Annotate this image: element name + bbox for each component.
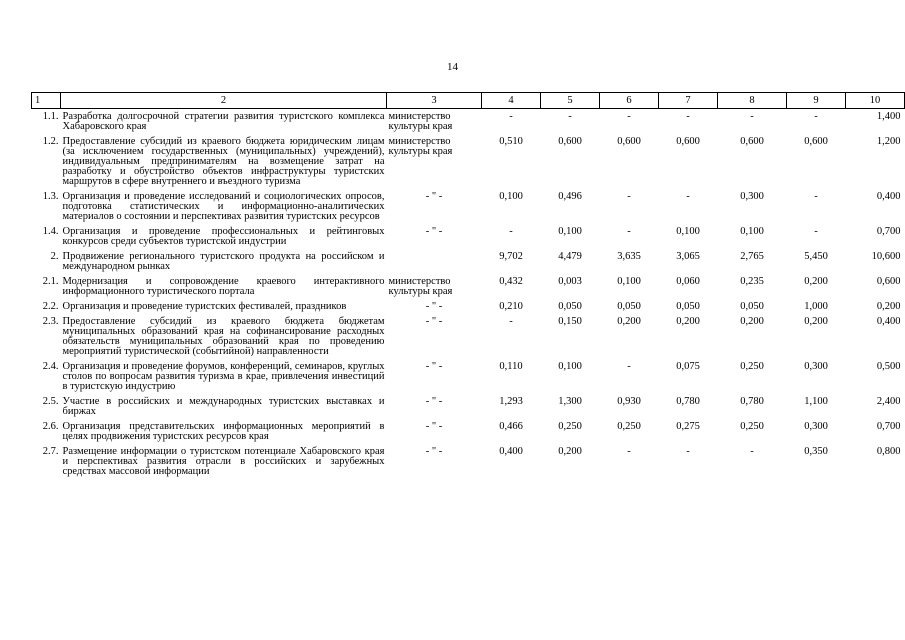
row-value-col-9: 5,450 xyxy=(804,251,828,262)
row-number: 1.3. xyxy=(42,191,59,202)
row-value-col-4: 0,432 xyxy=(499,276,523,287)
row-value-col-5: 0,150 xyxy=(558,316,582,327)
row-value-col-6: 0,050 xyxy=(617,301,641,312)
table-row xyxy=(32,189,905,224)
program-table xyxy=(31,92,905,479)
row-number: 2.2. xyxy=(42,301,59,312)
row-value-col-10: 0,800 xyxy=(876,446,901,457)
row-value-col-10: 1,400 xyxy=(876,111,901,122)
row-responsible: - " - xyxy=(425,316,443,327)
row-description: Участие в российских и международных туристских выставках и биржах xyxy=(62,396,385,417)
row-responsible: министерство культуры края xyxy=(388,111,453,132)
row-number: 1.1. xyxy=(42,111,59,122)
table-header xyxy=(32,93,905,109)
row-value-col-7: 0,780 xyxy=(676,396,700,407)
row-description: Предоставление субсидий из краевого бюджета юридическим лицам (за исключением государственных (муниципальных) учреждений), индивидуальным предпринимателям на возмещение затрат на разработку и обустройство объектов инфраструктуры туристских маршрутов в сфере внутреннего и въездного туризма xyxy=(62,136,385,187)
row-value-col-5: 0,003 xyxy=(558,276,582,287)
row-responsible: - " - xyxy=(425,421,443,432)
column-header-10: 10 xyxy=(846,93,905,109)
row-value-col-6: 0,600 xyxy=(617,136,641,147)
table-row xyxy=(32,314,905,359)
table-row xyxy=(32,299,905,314)
row-value-col-8: - xyxy=(750,111,754,122)
page-number: 14 xyxy=(447,61,458,73)
row-responsible: министерство культуры края xyxy=(388,276,453,297)
row-value-col-9: - xyxy=(814,111,818,122)
row-value-col-4: - xyxy=(509,226,513,237)
row-value-col-8: 2,765 xyxy=(740,251,764,262)
row-number: 2.5. xyxy=(42,396,59,407)
row-value-col-9: - xyxy=(814,226,818,237)
row-value-col-7: 0,600 xyxy=(676,136,700,147)
row-value-col-7: - xyxy=(686,111,690,122)
row-responsible: - " - xyxy=(425,446,443,457)
row-value-col-7: 3,065 xyxy=(676,251,700,262)
row-value-col-8: 0,100 xyxy=(740,226,764,237)
table-row xyxy=(32,249,905,274)
table-row xyxy=(32,444,905,479)
row-value-col-8: 0,235 xyxy=(740,276,764,287)
row-value-col-5: 0,250 xyxy=(558,421,582,432)
table-row xyxy=(32,394,905,419)
table-row xyxy=(32,274,905,299)
row-value-col-9: 1,000 xyxy=(804,301,828,312)
row-value-col-5: - xyxy=(568,111,572,122)
row-description: Организация и проведение туристских фестивалей, праздников xyxy=(62,301,347,312)
row-number: 2.7. xyxy=(42,446,59,457)
row-responsible: - " - xyxy=(425,396,443,407)
row-number: 2.6. xyxy=(42,421,59,432)
column-header-4: 4 xyxy=(482,93,541,109)
row-value-col-10: 0,200 xyxy=(876,301,901,312)
row-value-col-4: 0,466 xyxy=(499,421,523,432)
row-value-col-6: 0,200 xyxy=(617,316,641,327)
row-value-col-8: 0,780 xyxy=(740,396,764,407)
row-value-col-7: 0,050 xyxy=(676,301,700,312)
row-value-col-4: 0,510 xyxy=(499,136,523,147)
column-header-8: 8 xyxy=(718,93,787,109)
row-value-col-4: - xyxy=(509,111,513,122)
row-responsible: - " - xyxy=(425,226,443,237)
row-value-col-4: 9,702 xyxy=(499,251,523,262)
row-value-col-5: 4,479 xyxy=(558,251,582,262)
row-description: Предоставление субсидий из краевого бюджета бюджетам муниципальных образований края на софинансирование расходных обязательств муниципальных образований края по проведению мероприятий туристической (событийной) направленности xyxy=(62,316,385,357)
row-value-col-7: 0,275 xyxy=(676,421,700,432)
row-description: Организация и проведение форумов, конференций, семинаров, круглых столов по вопросам развития туризма в крае, привлечения инвестиций в туристскую индустрию xyxy=(62,361,385,392)
row-value-col-9: 0,600 xyxy=(804,136,828,147)
row-value-col-9: 1,100 xyxy=(804,396,828,407)
row-value-col-9: 0,300 xyxy=(804,421,828,432)
row-responsible xyxy=(387,249,482,274)
row-value-col-7: - xyxy=(686,446,690,457)
row-value-col-7: 0,200 xyxy=(676,316,700,327)
row-value-col-6: - xyxy=(627,226,631,237)
row-value-col-8: 0,050 xyxy=(740,301,764,312)
row-responsible: - " - xyxy=(425,301,443,312)
row-value-col-8: - xyxy=(750,446,754,457)
row-description: Модернизация и сопровождение краевого интерактивного информационного туристического портала xyxy=(62,276,385,297)
row-value-col-5: 0,050 xyxy=(558,301,582,312)
row-responsible: - " - xyxy=(425,191,443,202)
row-value-col-10: 0,400 xyxy=(876,191,901,202)
row-value-col-6: 3,635 xyxy=(617,251,641,262)
row-description: Продвижение регионального туристского продукта на российском и международном рынках xyxy=(62,251,385,272)
row-value-col-8: 0,300 xyxy=(740,191,764,202)
row-description: Организация представительских информационных мероприятий в целях продвижения туристских ресурсов края xyxy=(62,421,385,442)
row-value-col-5: 1,300 xyxy=(558,396,582,407)
row-number: 2.1. xyxy=(42,276,59,287)
row-number: 2.4. xyxy=(42,361,59,372)
row-value-col-5: 0,496 xyxy=(558,191,582,202)
row-value-col-4: 0,100 xyxy=(499,191,523,202)
column-header-6: 6 xyxy=(600,93,659,109)
row-value-col-7: 0,075 xyxy=(676,361,700,372)
row-value-col-10: 1,200 xyxy=(876,136,901,147)
table-row xyxy=(32,224,905,249)
row-value-col-8: 0,600 xyxy=(740,136,764,147)
table-row xyxy=(32,419,905,444)
row-value-col-7: 0,060 xyxy=(676,276,700,287)
table-body xyxy=(32,109,905,480)
row-value-col-9: 0,350 xyxy=(804,446,828,457)
row-value-col-6: - xyxy=(627,446,631,457)
column-header-1: 1 xyxy=(32,93,61,109)
row-number: 1.2. xyxy=(42,136,59,147)
row-value-col-9: 0,200 xyxy=(804,316,828,327)
row-number: 2. xyxy=(50,251,59,262)
row-value-col-4: 0,210 xyxy=(499,301,523,312)
row-value-col-9: 0,300 xyxy=(804,361,828,372)
row-responsible: министерство культуры края xyxy=(388,136,453,157)
row-value-col-7: 0,100 xyxy=(676,226,700,237)
row-value-col-5: 0,100 xyxy=(558,361,582,372)
row-value-col-10: 0,500 xyxy=(876,361,901,372)
row-value-col-6: 0,100 xyxy=(617,276,641,287)
column-header-9: 9 xyxy=(787,93,846,109)
row-value-col-4: 1,293 xyxy=(499,396,523,407)
row-value-col-6: 0,930 xyxy=(617,396,641,407)
column-header-7: 7 xyxy=(659,93,718,109)
row-value-col-6: - xyxy=(627,111,631,122)
row-value-col-9: 0,200 xyxy=(804,276,828,287)
row-value-col-4: 0,400 xyxy=(499,446,523,457)
row-value-col-6: 0,250 xyxy=(617,421,641,432)
row-value-col-5: 0,200 xyxy=(558,446,582,457)
row-value-col-9: - xyxy=(814,191,818,202)
row-value-col-7: - xyxy=(686,191,690,202)
row-description: Разработка долгосрочной стратегии развития туристского комплекса Хабаровского края xyxy=(62,111,385,132)
row-description: Организация и проведение исследований и социологических опросов, подготовка статистических и информационно-аналитических материалов о состоянии и перспективах развития туристских ресурсов xyxy=(62,191,385,222)
row-value-col-5: 0,600 xyxy=(558,136,582,147)
column-header-5: 5 xyxy=(541,93,600,109)
row-value-col-8: 0,250 xyxy=(740,361,764,372)
row-value-col-8: 0,250 xyxy=(740,421,764,432)
row-number: 1.4. xyxy=(42,226,59,237)
row-value-col-10: 10,600 xyxy=(871,251,901,262)
row-value-col-6: - xyxy=(627,191,631,202)
row-value-col-8: 0,200 xyxy=(740,316,764,327)
row-value-col-10: 0,700 xyxy=(876,421,901,432)
row-value-col-10: 0,400 xyxy=(876,316,901,327)
table-row xyxy=(32,109,905,135)
row-value-col-4: 0,110 xyxy=(499,361,523,372)
row-description: Организация и проведение профессиональных и рейтинговых конкурсов среди субъектов туристской индустрии xyxy=(62,226,385,247)
table-row xyxy=(32,134,905,189)
row-responsible: - " - xyxy=(425,361,443,372)
row-number: 2.3. xyxy=(42,316,59,327)
row-value-col-5: 0,100 xyxy=(558,226,582,237)
row-description: Размещение информации о туристском потенциале Хабаровского края и перспективах развития отрасли в российских и зарубежных средствах массовой информации xyxy=(62,446,385,477)
header-row xyxy=(32,93,905,109)
row-value-col-4: - xyxy=(509,316,513,327)
row-value-col-6: - xyxy=(627,361,631,372)
row-value-col-10: 0,700 xyxy=(876,226,901,237)
column-header-2: 2 xyxy=(61,93,387,109)
row-value-col-10: 0,600 xyxy=(876,276,901,287)
table-row xyxy=(32,359,905,394)
row-value-col-10: 2,400 xyxy=(876,396,901,407)
column-header-3: 3 xyxy=(387,93,482,109)
